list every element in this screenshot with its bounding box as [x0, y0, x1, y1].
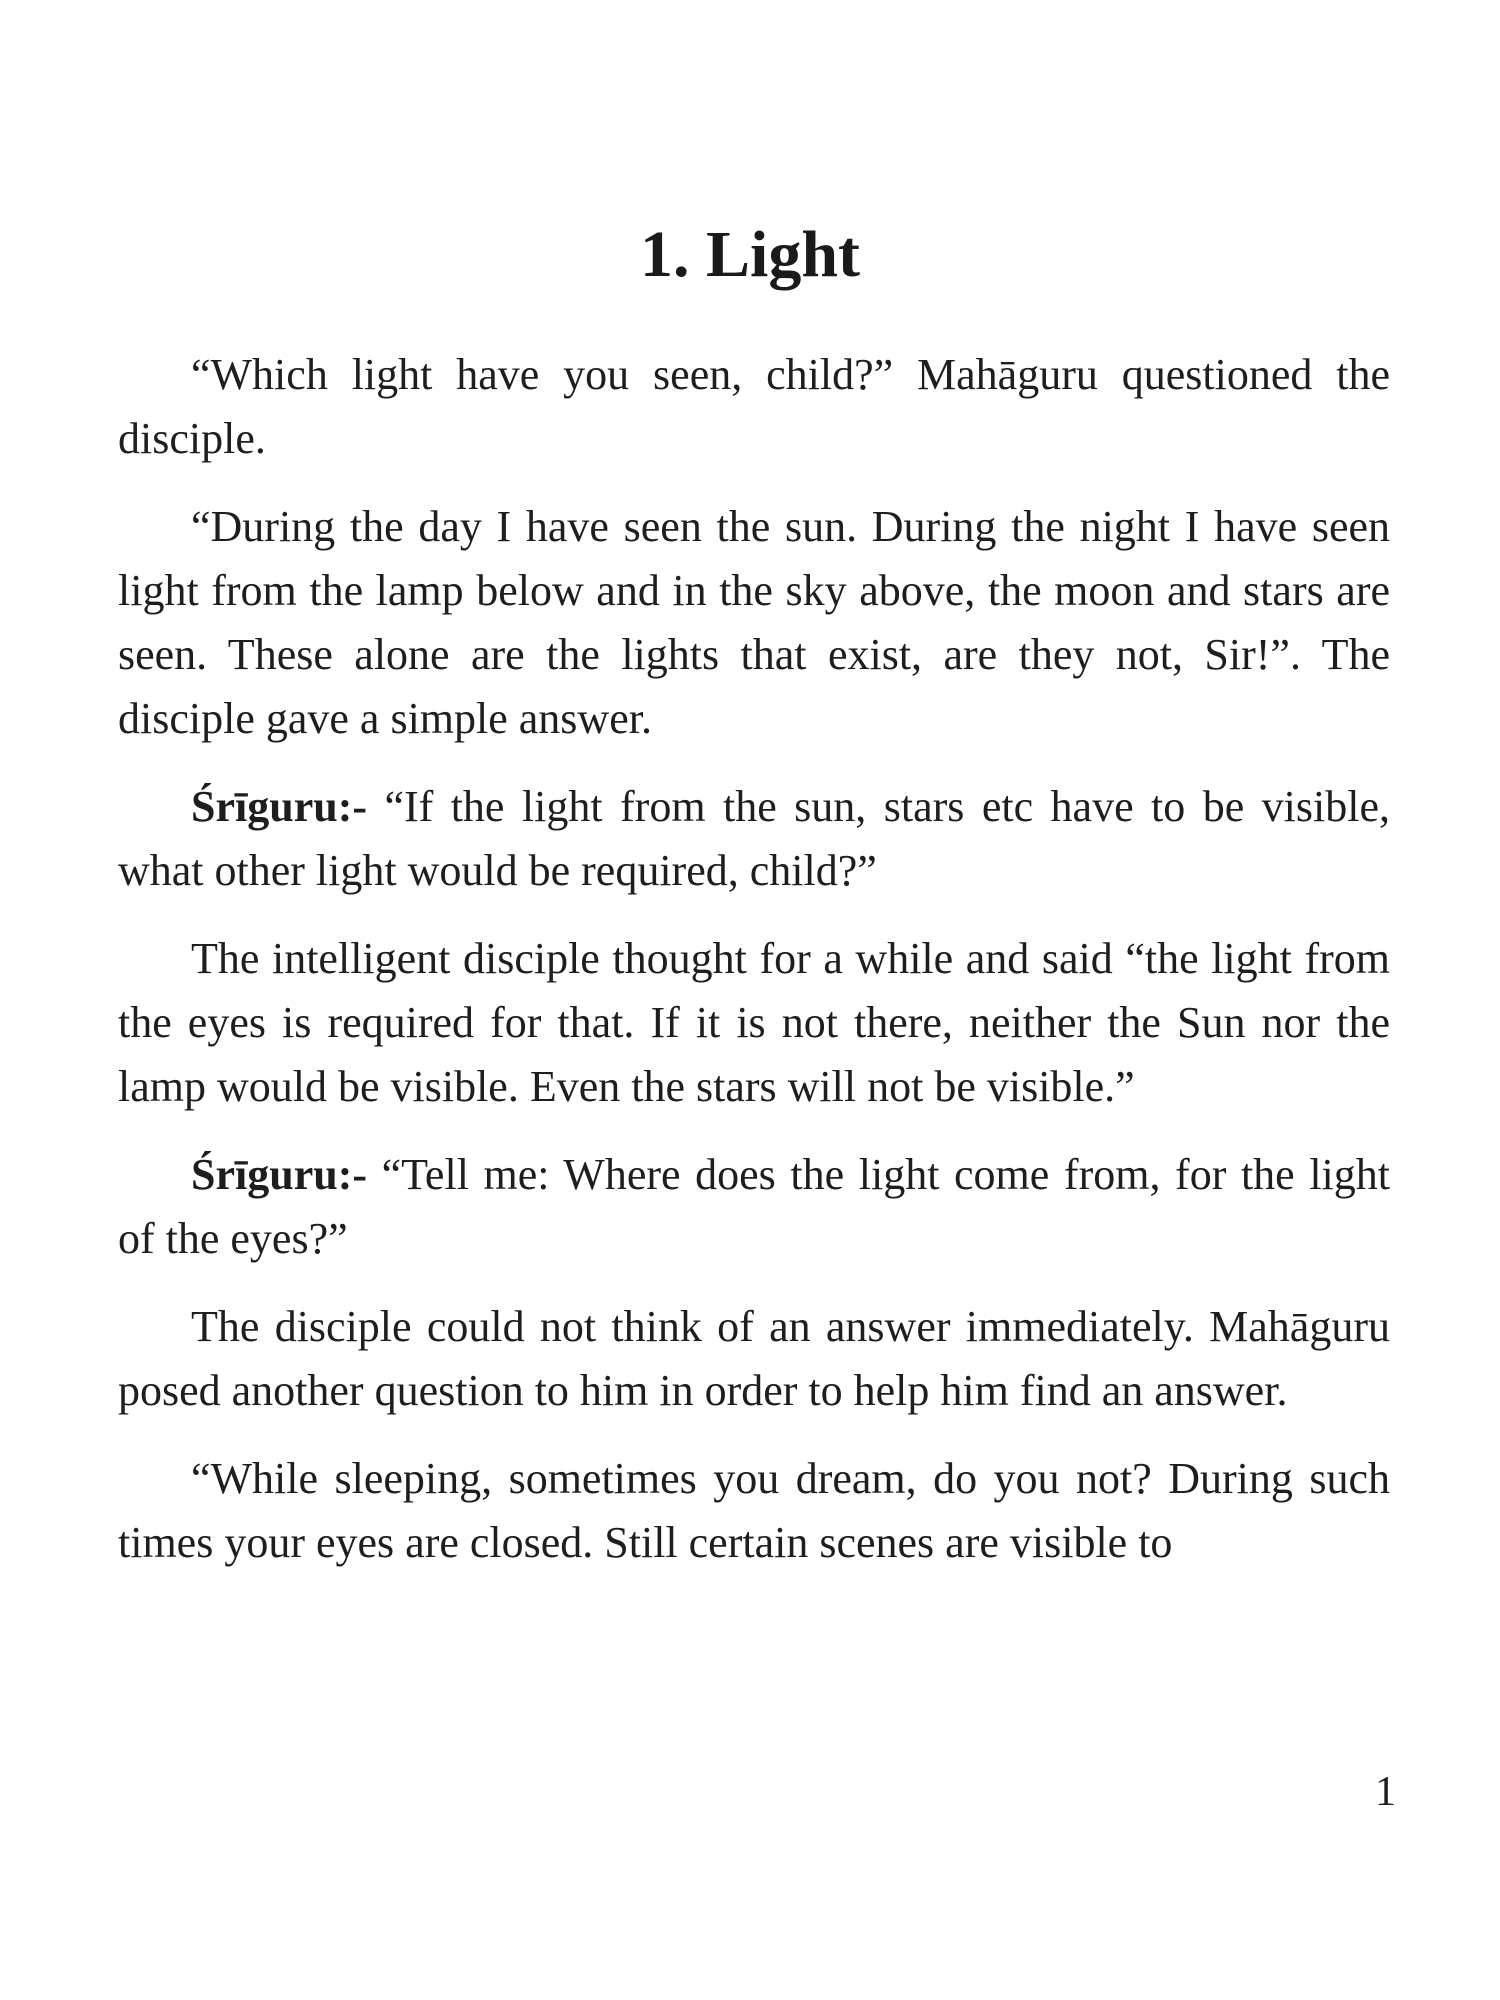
paragraph-text: “While sleeping, sometimes you dream, do you not? During such times your eyes are closed. Still certain scenes are visible to — [118, 1454, 1390, 1567]
chapter-title: 1. Light — [639, 218, 861, 291]
paragraph-6 — [118, 1295, 1390, 1423]
paragraph-text: “During the day I have seen the sun. During the night I have seen light from the lamp below and in the sky above, the moon and stars are seen. These alone are the lights that exist, are they not, Sir!”. The disciple gave a simple answer. — [118, 502, 1390, 743]
paragraph-text: The intelligent disciple thought for a while and said “the light from the eyes is required for that. If it is not there, neither the Sun nor the lamp would be visible. Even the stars will not be visible.” — [118, 934, 1390, 1111]
page-body — [118, 343, 1390, 1599]
speaker-label: Śrīguru:- — [191, 1150, 367, 1199]
page-number: 1 — [1375, 1769, 1396, 1815]
paragraph-4 — [118, 927, 1390, 1119]
speaker-label: Śrīguru:- — [191, 782, 367, 831]
paragraph-text: The disciple could not think of an answer immediately. Mahāguru posed another question to him in order to help him find an answer. — [118, 1302, 1390, 1415]
paragraph-text: “If the light from the sun, stars etc have to be visible, what other light would be required, child?” — [118, 782, 1390, 895]
paragraph-3 — [118, 775, 1390, 903]
paragraph-5 — [118, 1143, 1390, 1271]
paragraph-2 — [118, 495, 1390, 751]
paragraph-text: “Tell me: Where does the light come from, for the light of the eyes?” — [118, 1150, 1390, 1263]
paragraph-7 — [118, 1447, 1390, 1575]
paragraph-text: “Which light have you seen, child?” Mahāguru questioned the disciple. — [118, 350, 1390, 463]
paragraph-1 — [118, 343, 1390, 471]
